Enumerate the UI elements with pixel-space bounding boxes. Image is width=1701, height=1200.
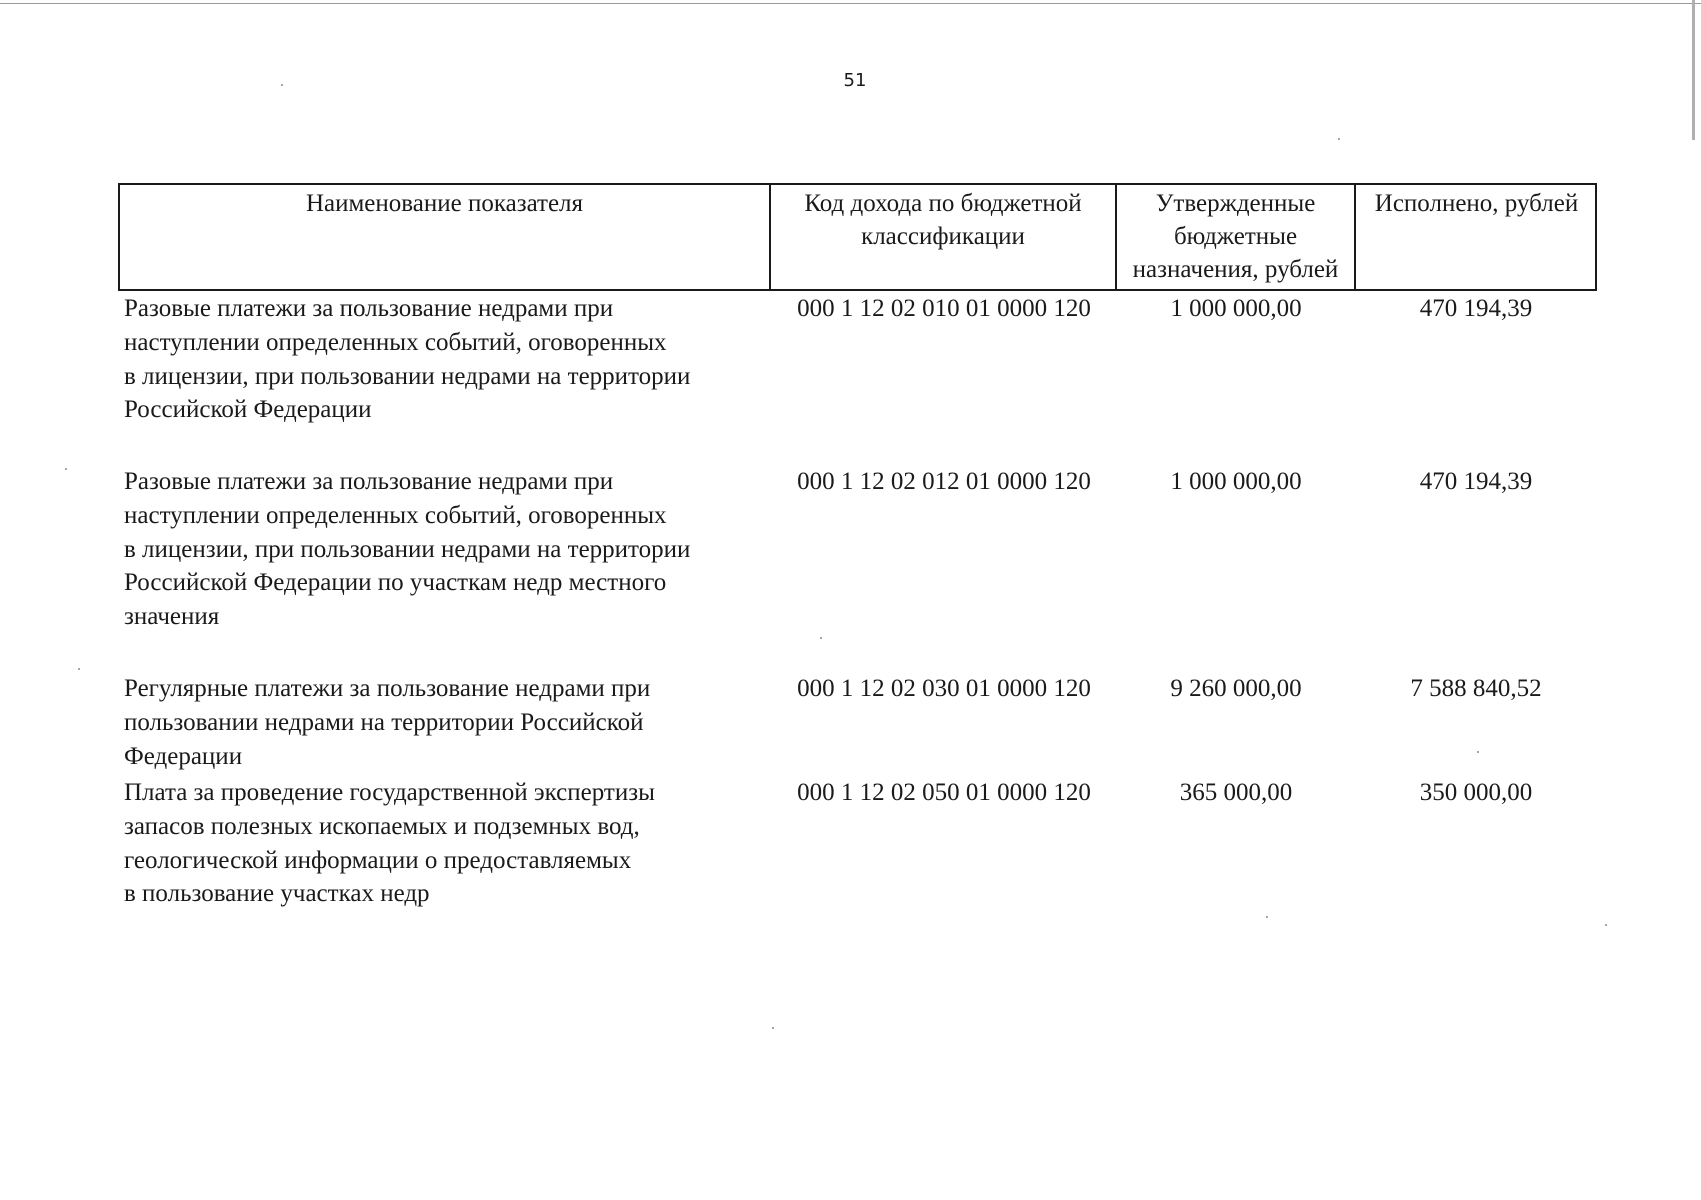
row-name-line: геологической информации о предоставляемых — [124, 847, 632, 874]
scan-speck — [78, 668, 80, 670]
row-name-line: Разовые платежи за пользование недрами при — [124, 468, 614, 495]
row-name-line: пользовании недрами на территории Российской — [124, 709, 644, 736]
scan-edge-top — [0, 3, 1701, 4]
row-name-line: наступлении определенных событий, оговоренных — [124, 502, 667, 529]
scan-edge-right — [1692, 0, 1695, 140]
row-code: 000 1 12 02 010 01 0000 120 — [797, 295, 1091, 322]
row-approved: 365 000,00 — [1179, 779, 1293, 806]
row-name-line: запасов полезных ископаемых и подземных вод, — [124, 813, 640, 840]
scan-speck — [1477, 751, 1479, 753]
page-number: 51 — [843, 70, 867, 91]
header-income-code: Код дохода по бюджетной классификации — [804, 190, 1082, 250]
scan-speck — [65, 468, 67, 470]
row-name-line: в пользование участках недр — [124, 880, 430, 907]
header-approved: Утвержденные бюджетные назначения, рублей — [1132, 190, 1339, 283]
row-name-line: значения — [124, 603, 220, 630]
scan-speck — [820, 637, 822, 639]
row-executed: 7 588 840,52 — [1410, 675, 1542, 702]
row-name-line: Разовые платежи за пользование недрами при — [124, 295, 614, 322]
scan-speck — [1605, 924, 1607, 926]
scan-speck — [281, 84, 283, 86]
row-executed: 350 000,00 — [1419, 779, 1533, 806]
row-code: 000 1 12 02 050 01 0000 120 — [797, 779, 1091, 806]
row-approved: 9 260 000,00 — [1170, 675, 1302, 702]
header-executed: Исполнено, рублей — [1374, 190, 1579, 217]
header-indicator-name: Наименование показателя — [305, 190, 584, 217]
row-code: 000 1 12 02 030 01 0000 120 — [797, 675, 1091, 702]
row-name-line: в лицензии, при пользовании недрами на территории — [124, 363, 691, 390]
row-approved: 1 000 000,00 — [1170, 468, 1302, 495]
scan-speck — [1338, 138, 1340, 140]
row-name-line: Российской Федерации по участкам недр местного — [124, 569, 667, 596]
row-name-line: Российской Федерации — [124, 396, 372, 423]
row-name-line: Федерации — [124, 743, 243, 770]
row-name-line: Регулярные платежи за пользование недрами при — [124, 675, 651, 702]
row-name-line: Плата за проведение государственной экспертизы — [124, 779, 655, 806]
row-approved: 1 000 000,00 — [1170, 295, 1302, 322]
scan-speck — [1266, 916, 1268, 918]
row-executed: 470 194,39 — [1419, 468, 1533, 495]
row-code: 000 1 12 02 012 01 0000 120 — [797, 468, 1091, 495]
row-name-line: в лицензии, при пользовании недрами на территории — [124, 536, 691, 563]
row-name-line: наступлении определенных событий, оговоренных — [124, 329, 667, 356]
scan-speck — [772, 1027, 774, 1029]
row-executed: 470 194,39 — [1419, 295, 1533, 322]
